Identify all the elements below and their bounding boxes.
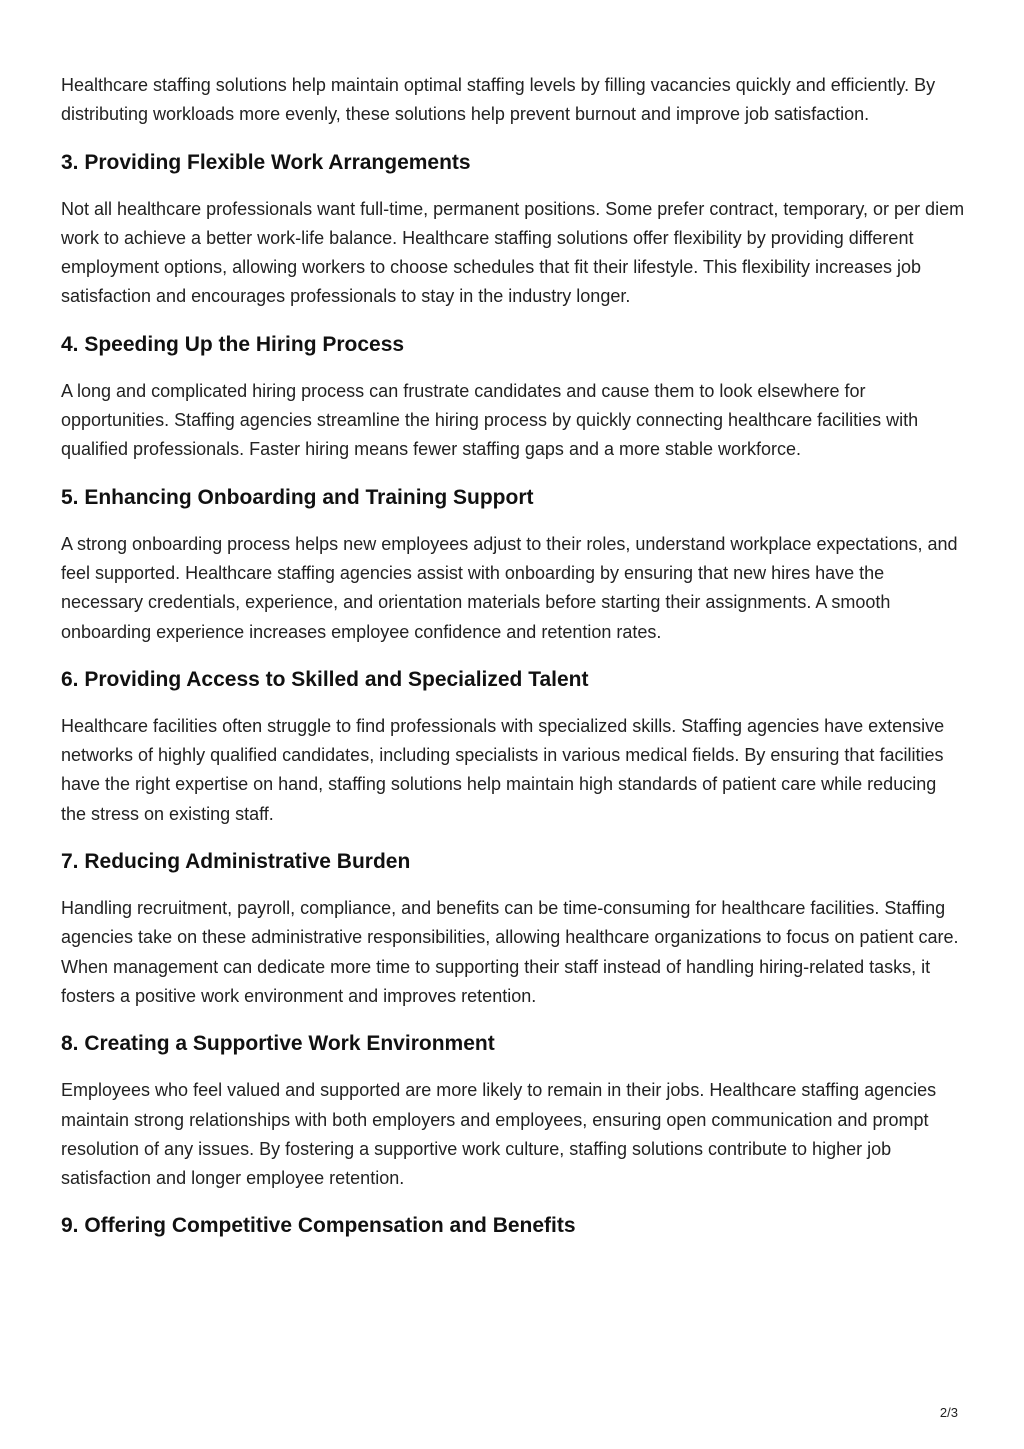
section-heading-administrative-burden: 7. Reducing Administrative Burden [61,850,411,874]
page-number: 2/3 [939,1405,958,1420]
section-heading-compensation: 9. Offering Competitive Compensation and Benefits [61,1214,576,1238]
section-body-administrative-burden: Handling recruitment, payroll, compliance, and benefits can be time-consuming for healthcare facilities. Staffing agencies take on these administrative responsibilities, allowing healthcare organizations to focus on patient care. When management can dedicate more time to supporting their staff instead of handling hiring-related tasks, it fosters a positive work environment and improves retention. [61,898,959,1006]
section-heading-supportive-environment: 8. Creating a Supportive Work Environment [61,1032,495,1056]
intro-paragraph: Healthcare staffing solutions help maintain optimal staffing levels by filling vacancies quickly and efficiently. By distributing workloads more evenly, these solutions help prevent burnout and improve job satisfaction. [61,75,936,125]
section-heading-specialized-talent: 6. Providing Access to Skilled and Specialized Talent [61,667,589,691]
section-body-onboarding: A strong onboarding process helps new employees adjust to their roles, understand workplace expectations, and feel supported. Healthcare staffing agencies assist with onboarding by ensuring that new hires have the necessary credentials, experience, and orientation materials before starting their assignments. A smooth onboarding experience increases employee confidence and retention rates. [61,533,958,642]
section-heading-onboarding: 5. Enhancing Onboarding and Training Support [61,485,534,509]
document-body [61,71,966,1240]
section-body-specialized-talent: Healthcare facilities often struggle to find professionals with specialized skills. Staffing agencies have extensive networks of highly qualified candidates, including specialists in various medical fields. By ensuring that facilities have the right expertise on hand, staffing solutions help maintain high standards of patient care while reducing the stress on existing staff. [61,715,945,824]
section-heading-hiring-process: 4. Speeding Up the Hiring Process [61,332,405,356]
section-body-hiring-process: A long and complicated hiring process can frustrate candidates and cause them to look elsewhere for opportunities. Staffing agencies streamline the hiring process by quickly connecting healthcare facilities with qualified professionals. Faster hiring means fewer staffing gaps and a more stable workforce. [61,380,919,460]
section-body-flexible-work: Not all healthcare professionals want full-time, permanent positions. Some prefer contract, temporary, or per diem work to achieve a better work-life balance. Healthcare staffing solutions offer flexibility by providing different employment options, allowing workers to choose schedules that fit their lifestyle. This flexibility increases job satisfaction and encourages professionals to stay in the industry longer. [61,198,965,307]
section-body-supportive-environment: Employees who feel valued and supported are more likely to remain in their jobs. Healthcare staffing agencies maintain strong relationships with both employers and employees, ensuring open communication and prompt resolution of any issues. By fostering a supportive work culture, staffing solutions contribute to higher job satisfaction and longer employee retention. [61,1080,937,1189]
section-heading-flexible-work: 3. Providing Flexible Work Arrangements [61,150,471,174]
